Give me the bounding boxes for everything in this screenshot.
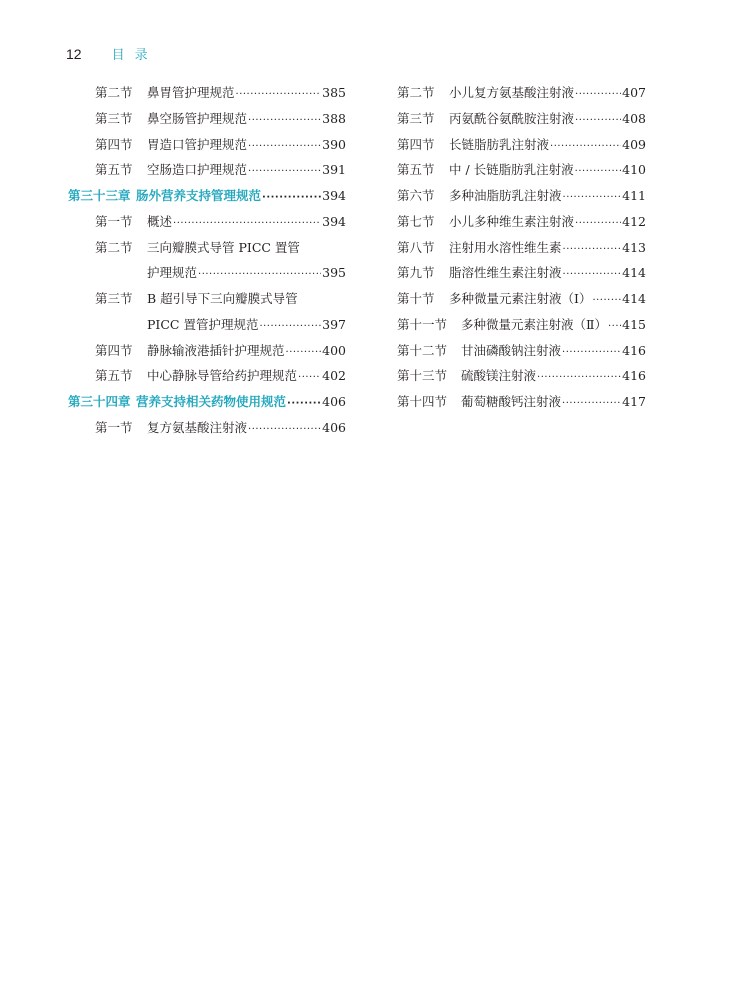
toc-section-entry	[68, 83, 346, 109]
toc-section-entry	[68, 289, 346, 315]
toc-entry-page: 394	[322, 188, 346, 203]
toc-entry-label: 第一节	[95, 213, 133, 229]
toc-entry-page: 406	[322, 419, 346, 435]
toc-entry-title: 营养支持相关药物使用规范	[136, 394, 287, 409]
toc-entry-title: 小儿多种维生素注射液	[449, 213, 575, 229]
toc-entry-title: 复方氨基酸注射液	[147, 419, 248, 435]
toc-section-entry	[68, 418, 346, 444]
toc-entry-page: 391	[322, 162, 346, 178]
toc-entry-title: 肠外营养支持管理规范	[136, 188, 262, 203]
dot-leader	[236, 89, 322, 100]
toc-entry-title: 葡萄糖酸钙注射液	[461, 394, 562, 409]
toc-right-column	[397, 83, 646, 418]
toc-section-entry	[397, 160, 646, 186]
toc-chapter-entry	[68, 186, 346, 212]
toc-entry-page: 412	[622, 213, 646, 229]
toc-section-entry	[397, 135, 646, 161]
toc-entry-title: 中心静脉导管给药护理规范	[147, 368, 298, 384]
dot-leader	[592, 295, 621, 306]
toc-entry-page: 408	[622, 110, 646, 126]
toc-section-entry	[397, 366, 646, 392]
toc-entry-label: 第二节	[397, 85, 435, 100]
toc-section-entry	[68, 238, 346, 264]
toc-entry-title: B 超引导下三向瓣膜式导管	[147, 291, 298, 306]
dot-leader	[537, 372, 621, 383]
toc-section-entry	[397, 109, 646, 135]
toc-entry-page: 390	[322, 136, 346, 152]
toc-left-column	[68, 83, 346, 444]
toc-entry-page: 395	[322, 265, 346, 281]
toc-section-entry	[397, 263, 646, 289]
toc-section-entry	[68, 135, 346, 161]
toc-entry-label: 第三十三章	[68, 188, 131, 203]
toc-entry-page: 413	[622, 239, 646, 255]
toc-entry-page: 415	[622, 316, 646, 332]
toc-section-entry	[68, 341, 346, 367]
toc-entry-page: 385	[322, 85, 346, 100]
toc-entry-page: 388	[322, 110, 346, 126]
dot-leader	[575, 218, 621, 229]
toc-entry-label: 第十三节	[397, 368, 448, 384]
toc-entry-page: 416	[622, 368, 646, 384]
dot-leader	[287, 398, 321, 409]
toc-entry-title: 多种微量元素注射液（Ⅰ）	[449, 291, 592, 306]
toc-entry-label: 第四节	[95, 136, 133, 152]
toc-entry-label: 第十一节	[397, 316, 448, 332]
toc-entry-title: 丙氨酰谷氨酰胺注射液	[449, 110, 575, 126]
dot-leader	[248, 424, 321, 435]
toc-entry-page: 409	[622, 136, 646, 152]
toc-entry-title: 硫酸镁注射液	[461, 368, 537, 384]
toc-entry-title: 护理规范	[147, 265, 198, 281]
toc-section-entry	[397, 186, 646, 212]
toc-entry-title: 鼻空肠管护理规范	[147, 110, 248, 126]
toc-entry-page: 394	[322, 213, 346, 229]
toc-entry-label: 第二节	[95, 85, 133, 100]
toc-chapter-entry	[68, 392, 346, 418]
dot-leader	[173, 218, 321, 229]
toc-entry-title: 多种微量元素注射液（Ⅱ）	[461, 316, 607, 332]
dot-leader	[262, 192, 321, 203]
toc-entry-label: 第五节	[95, 368, 133, 384]
toc-section-entry	[397, 315, 646, 341]
toc-section-entry	[68, 366, 346, 392]
toc-section-entry	[397, 212, 646, 238]
toc-entry-title: 多种油脂肪乳注射液	[449, 188, 562, 203]
dot-leader	[562, 347, 621, 358]
dot-leader	[575, 115, 621, 126]
dot-leader	[563, 269, 622, 280]
toc-entry-page: 410	[622, 162, 646, 178]
toc-entry-title: 空肠造口护理规范	[147, 162, 248, 178]
toc-section-entry	[68, 315, 346, 341]
dot-leader	[198, 269, 321, 280]
toc-entry-label: 第三十四章	[68, 394, 131, 409]
toc-entry-title: 注射用水溶性维生素	[449, 239, 562, 255]
toc-entry-title: 中 / 长链脂肪乳注射液	[449, 162, 574, 178]
toc-entry-label: 第五节	[95, 162, 133, 178]
toc-section-entry	[68, 160, 346, 186]
toc-entry-page: 416	[622, 342, 646, 358]
page-header	[66, 44, 158, 62]
toc-entry-label: 第一节	[95, 419, 133, 435]
dot-leader	[286, 347, 322, 358]
toc-entry-title: 甘油磷酸钠注射液	[461, 342, 562, 358]
toc-section-entry	[397, 341, 646, 367]
toc-entry-label: 第二节	[95, 239, 133, 255]
dot-leader	[608, 321, 621, 332]
toc-entry-label: 第十二节	[397, 342, 448, 358]
toc-entry-page: 402	[322, 368, 346, 384]
toc-entry-page: 411	[622, 188, 646, 203]
toc-section-entry	[397, 289, 646, 315]
toc-entry-page: 414	[622, 265, 646, 281]
toc-entry-label: 第九节	[397, 265, 435, 281]
toc-entry-title: 胃造口管护理规范	[147, 136, 248, 152]
toc-entry-title: 三向瓣膜式导管 PICC 置管	[147, 239, 300, 255]
toc-entry-page: 406	[322, 394, 346, 409]
toc-entry-title: 静脉输液港插针护理规范	[147, 342, 285, 358]
toc-entry-label: 第七节	[397, 213, 435, 229]
toc-entry-label: 第六节	[397, 188, 435, 203]
dot-leader	[259, 321, 321, 332]
dot-leader	[248, 115, 321, 126]
toc-entry-title: 小儿复方氨基酸注射液	[449, 85, 575, 100]
toc-section-entry	[397, 392, 646, 418]
dot-leader	[248, 166, 321, 177]
toc-section-entry	[68, 212, 346, 238]
dot-leader	[563, 244, 622, 255]
toc-entry-title: 概述	[147, 213, 173, 229]
dot-leader	[298, 372, 321, 383]
toc-entry-label: 第十节	[397, 291, 435, 306]
toc-entry-label: 第三节	[397, 110, 435, 126]
toc-section-entry	[397, 83, 646, 109]
toc-section-entry	[68, 109, 346, 135]
dot-leader	[550, 141, 621, 152]
dot-leader	[562, 398, 621, 409]
running-title: 目录	[111, 48, 158, 63]
dot-leader	[248, 141, 321, 152]
toc-entry-label: 第十四节	[397, 394, 448, 409]
dot-leader	[575, 89, 621, 100]
toc-entry-label: 第四节	[95, 342, 133, 358]
toc-entry-page: 417	[622, 394, 646, 409]
toc-section-entry	[397, 238, 646, 264]
toc-entry-page: 414	[622, 291, 646, 306]
toc-entry-title: 脂溶性维生素注射液	[449, 265, 562, 281]
toc-entry-page: 400	[322, 342, 346, 358]
toc-entry-title: 鼻胃管护理规范	[147, 85, 235, 100]
toc-entry-label: 第八节	[397, 239, 435, 255]
toc-entry-label: 第四节	[397, 136, 435, 152]
toc-entry-title: PICC 置管护理规范	[147, 316, 259, 332]
toc-section-entry	[68, 263, 346, 289]
toc-entry-page: 397	[322, 316, 346, 332]
toc-entry-page: 407	[622, 85, 646, 100]
page-number: 12	[66, 46, 82, 62]
dot-leader	[563, 192, 622, 203]
toc-entry-label: 第三节	[95, 110, 133, 126]
toc-entry-label: 第五节	[397, 162, 435, 178]
toc-entry-label: 第三节	[95, 291, 133, 306]
toc-entry-title: 长链脂肪乳注射液	[449, 136, 550, 152]
dot-leader	[575, 166, 621, 177]
